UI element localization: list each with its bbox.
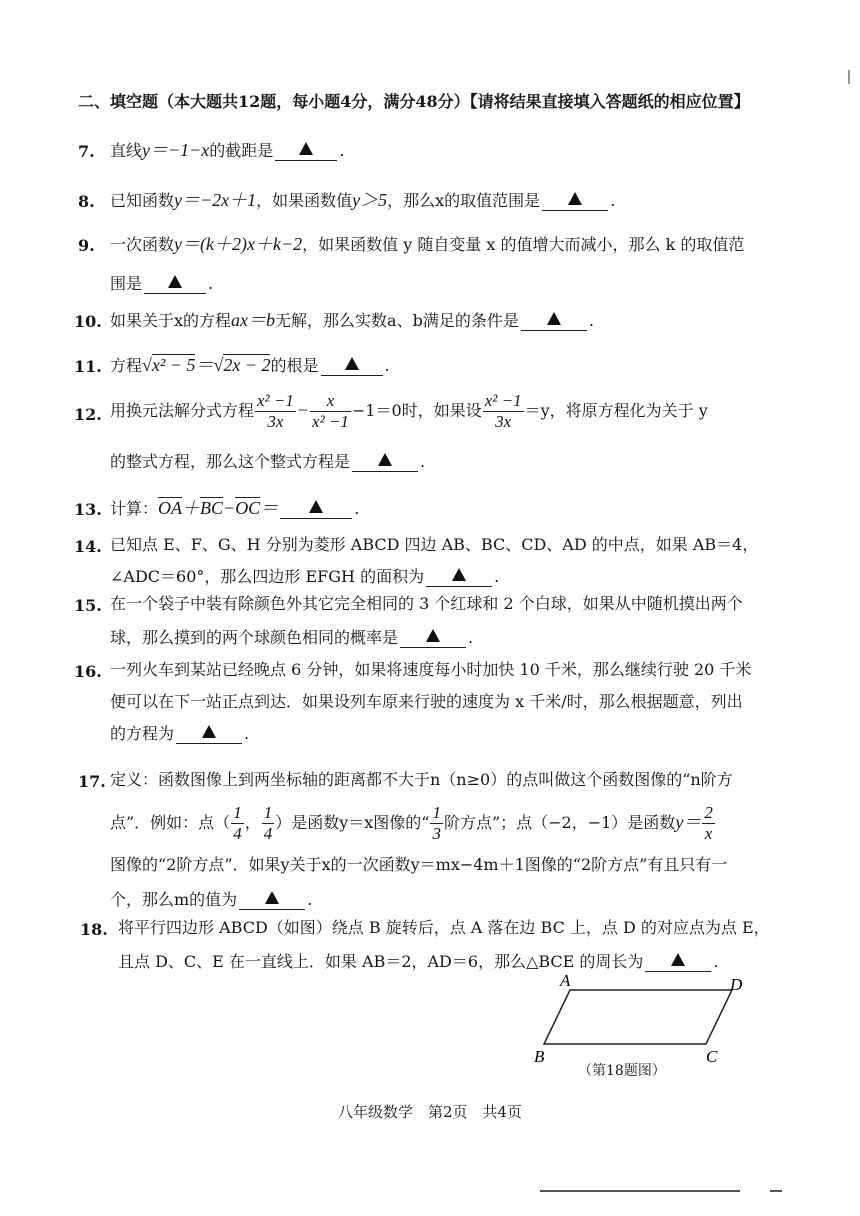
question-14-line-2: ∠ADC＝60°，那么四边形 EFGH 的面积为 . [110,567,500,586]
question-number: 7. [78,142,95,161]
section-header: 二、填空题（本大题共12题，每小题4分，满分48分）【请将结果直接填入答题纸的相应位置】 [78,92,750,111]
parallelogram-figure [520,970,760,1070]
question-10: 如果关于x的方程ax＝b无解，那么实数a、b满足的条件是 . [110,310,594,330]
question-16: 一列火车到某站已经晚点 6 分钟，如果将速度每小时加快 10 千米，那么继续行驶 20 千米 [110,660,752,679]
answer-blank [521,312,587,331]
question-17: 定义：函数图像上到两坐标轴的距离都不大于n（n≥0）的点叫做这个函数图像的“n阶方 [110,770,733,789]
question-9-line-2: 围是 . [110,274,214,293]
question-15-line-2: 球，那么摸到的两个球颜色相同的概率是 . [110,628,474,647]
question-16-line-3: 的方程为 . [110,724,250,743]
vertex-label-c: C [706,1047,718,1066]
triangle-mark-icon [452,568,466,581]
vertex-label-d: D [730,975,743,994]
answer-blank [352,453,418,472]
fraction: $\frac{\text{x² −1}}{3x}$ [257,391,294,431]
scan-artifact [540,1190,740,1192]
question-7: 直线y＝−1−x的截距是 . [110,140,345,160]
question-12-line-2: 的整式方程，那么这个整式方程是 . [110,452,426,471]
question-number: 13. [74,500,102,519]
fraction: $\frac{1}{4}$ [233,803,242,843]
answer-blank [275,142,337,161]
question-number: 8. [78,192,95,211]
question-number: 11. [74,357,102,376]
triangle-mark-icon [568,192,582,205]
question-number: 17. [78,772,106,791]
answer-blank [239,891,305,910]
answer-blank [542,192,608,211]
triangle-mark-icon [426,629,440,642]
scan-artifact [848,70,850,84]
answer-blank [426,568,492,587]
fraction: $\frac{1}{3}$ [432,803,441,843]
triangle-mark-icon [309,500,323,513]
triangle-mark-icon [299,142,313,155]
question-17-line-2: 点”．例如：点（ $\frac{1}{4}$ ， $\frac{1}{4}$ ）是函数y＝x图像的“ $\frac{1}{3}$ 阶方点”；点（−2，−1）是函数y＝ $\frac{2}{x}$ [110,803,713,843]
fraction: $\frac{2}{x}$ [704,803,713,843]
question-8: 已知函数y＝−2x＋1，如果函数值y＞5，那么x的取值范围是 . [110,190,616,210]
question-number: 15. [74,596,102,615]
question-number: 16. [74,662,102,681]
question-17-line-4: 个，那么m的值为 . [110,890,313,909]
question-16-line-2: 便可以在下一站正点到达．如果设列车原来行驶的速度为 x 千米/时，那么根据题意，列出 [110,692,743,711]
question-18: 将平行四边形 ABCD（如图）绕点 B 旋转后，点 A 落在边 BC 上，点 D 的对应点为点 E， [118,918,770,937]
triangle-mark-icon [202,725,216,738]
question-number: 12. [74,405,102,424]
question-9: 一次函数y＝(k＋2)x＋k−2，如果函数值 y 随自变量 x 的值增大而减小，那么 k 的取值范 [110,234,745,254]
page-footer: 八年级数学 第2页 共4页 [337,1103,523,1121]
vertex-label-a: A [560,971,571,990]
triangle-mark-icon [265,891,279,904]
question-14: 已知点 E、F、G、H 分别为菱形 ABCD 四边 AB、BC、CD、AD 的中点，如果 AB＝4， [110,535,759,554]
answer-blank [144,275,206,294]
figure-caption: （第18题图） [578,1063,666,1079]
triangle-mark-icon [378,453,392,466]
parallelogram-shape [544,990,732,1044]
vertex-label-b: B [534,1047,545,1066]
answer-blank [321,357,383,376]
triangle-mark-icon [671,953,685,966]
fraction: $\frac{1}{4}$ [263,803,273,843]
answer-blank [400,629,466,648]
question-number: 18. [80,920,108,939]
answer-blank [176,725,242,744]
triangle-mark-icon [345,357,359,370]
question-18-line-2: 且点 D、C、E 在一直线上．如果 AB＝2，AD＝6，那么△BCE 的周长为 . [118,952,719,971]
answer-blank [280,500,352,519]
scan-artifact [770,1190,782,1192]
question-11: 方程√x² − 5＝√2x − 2的根是 . [110,355,390,375]
question-number: 10. [74,312,102,331]
fraction: $\frac{\text{x² −1}}{3x}$ [484,391,522,431]
question-15: 在一个袋子中装有除颜色外其它完全相同的 3 个红球和 2 个白球，如果从中随机摸出两个 [110,594,743,613]
question-17-line-3: 图像的“2阶方点”．如果y关于x的一次函数y＝mx−4m＋1图像的“2阶方点”有且只有一 [110,855,728,874]
question-number: 14. [74,537,102,556]
triangle-mark-icon [547,312,561,325]
triangle-mark-icon [168,275,182,288]
question-13: 计算：OA＋BC−OC＝ . [110,498,360,518]
question-number: 9. [78,236,95,255]
fraction: $\frac{x}{\text{x² −1}}$ [312,391,349,431]
question-12: 用换元法解分式方程 $\frac{\text{x² −1}}{3x}$ − $\frac{x}{\text{x² −1}}$ −1＝0时，如果设 $\frac{\text{x² −1}}{3x}$ ＝y，将原方程化为关于 y [110,391,708,431]
